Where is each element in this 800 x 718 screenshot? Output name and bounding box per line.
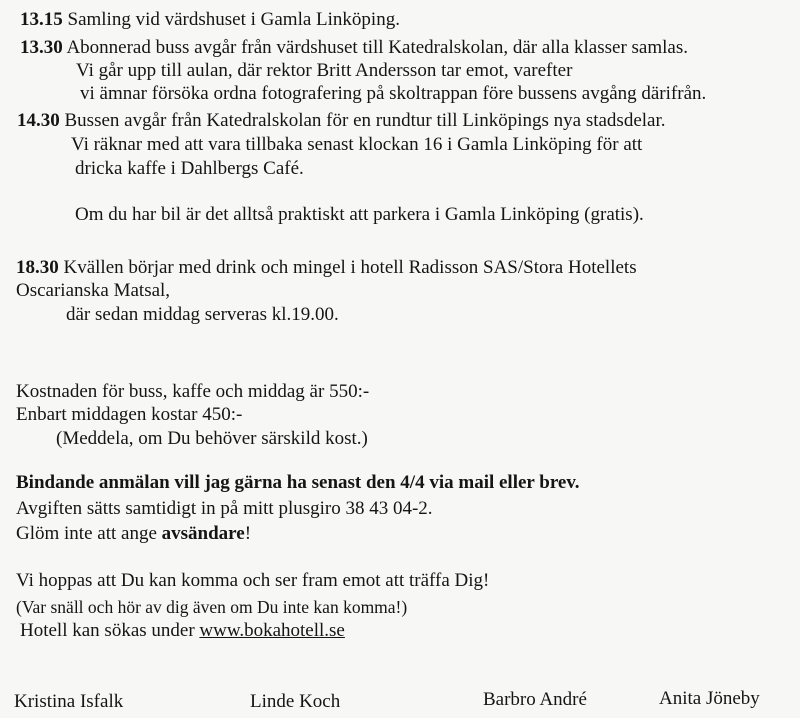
schedule-text: Abonnerad buss avgår från värdshuset till Katedralskolan, där alla klasser samlas. — [66, 37, 688, 58]
schedule-text-continuation: Oscarianska Matsal, — [16, 280, 171, 301]
schedule-text-continuation: vi ämnar försöka ordna fotografering på skoltrappan före bussens avgång därifrån. — [80, 83, 707, 104]
closing-hope: Vi hoppas att Du kan komma och ser fram emot att träffa Dig! — [16, 570, 490, 591]
sender-prefix: Glöm inte att ange — [16, 523, 162, 544]
schedule-item-1315 — [20, 9, 400, 31]
signature-barbro-andre: Barbro André — [483, 689, 587, 710]
time-label: 13.15 — [20, 9, 63, 30]
signature-kristina-isfalk: Kristina Isfalk — [14, 691, 124, 712]
schedule-item-1430 — [17, 110, 666, 132]
hotel-link[interactable]: www.bokahotell.se — [199, 620, 345, 641]
registration-sender — [16, 523, 251, 545]
registration-deadline: Bindande anmälan vill jag gärna ha senast den 4/4 via mail eller brev. — [16, 472, 580, 493]
sender-suffix: ! — [244, 523, 252, 544]
time-label: 13.30 — [20, 37, 63, 58]
time-label: 18.30 — [16, 257, 59, 278]
schedule-item-1330 — [20, 37, 688, 59]
cost-dinner: Enbart middagen kostar 450:- — [16, 404, 243, 425]
schedule-text-continuation: Vi räknar med att vara tillbaka senast klockan 16 i Gamla Linköping för att — [71, 134, 643, 155]
schedule-text: Bussen avgår från Katedralskolan för en rundtur till Linköpings nya stadsdelar. — [64, 110, 666, 131]
closing-hotel — [20, 620, 345, 642]
signature-anita-joneby: Anita Jöneby — [659, 688, 760, 709]
schedule-text-continuation: dricka kaffe i Dahlbergs Café. — [75, 158, 304, 179]
hotel-prefix: Hotell kan sökas under — [20, 620, 200, 641]
schedule-text: Samling vid värdshuset i Gamla Linköping. — [67, 9, 400, 30]
registration-fee: Avgiften sätts samtidigt in på mitt plusgiro 38 43 04-2. — [16, 498, 433, 519]
sender-bold: avsändare — [161, 523, 245, 544]
schedule-text: Kvällen börjar med drink och mingel i hotell Radisson SAS/Stora Hotellets — [63, 257, 637, 278]
cost-total: Kostnaden för buss, kaffe och middag är 550:- — [16, 381, 370, 402]
closing-reply-request: (Var snäll och hör av dig även om Du inte kan komma!) — [16, 597, 408, 617]
time-label: 14.30 — [17, 110, 60, 131]
cost-diet-note: (Meddela, om Du behöver särskild kost.) — [56, 428, 368, 449]
schedule-text-continuation: där sedan middag serveras kl.19.00. — [66, 304, 339, 325]
schedule-item-1830 — [16, 257, 637, 279]
schedule-text-continuation: Vi går upp till aulan, där rektor Britt Andersson tar emot, varefter — [76, 60, 573, 81]
parking-note: Om du har bil är det alltså praktiskt att parkera i Gamla Linköping (gratis). — [75, 204, 644, 225]
signature-linde-koch: Linde Koch — [250, 691, 341, 712]
